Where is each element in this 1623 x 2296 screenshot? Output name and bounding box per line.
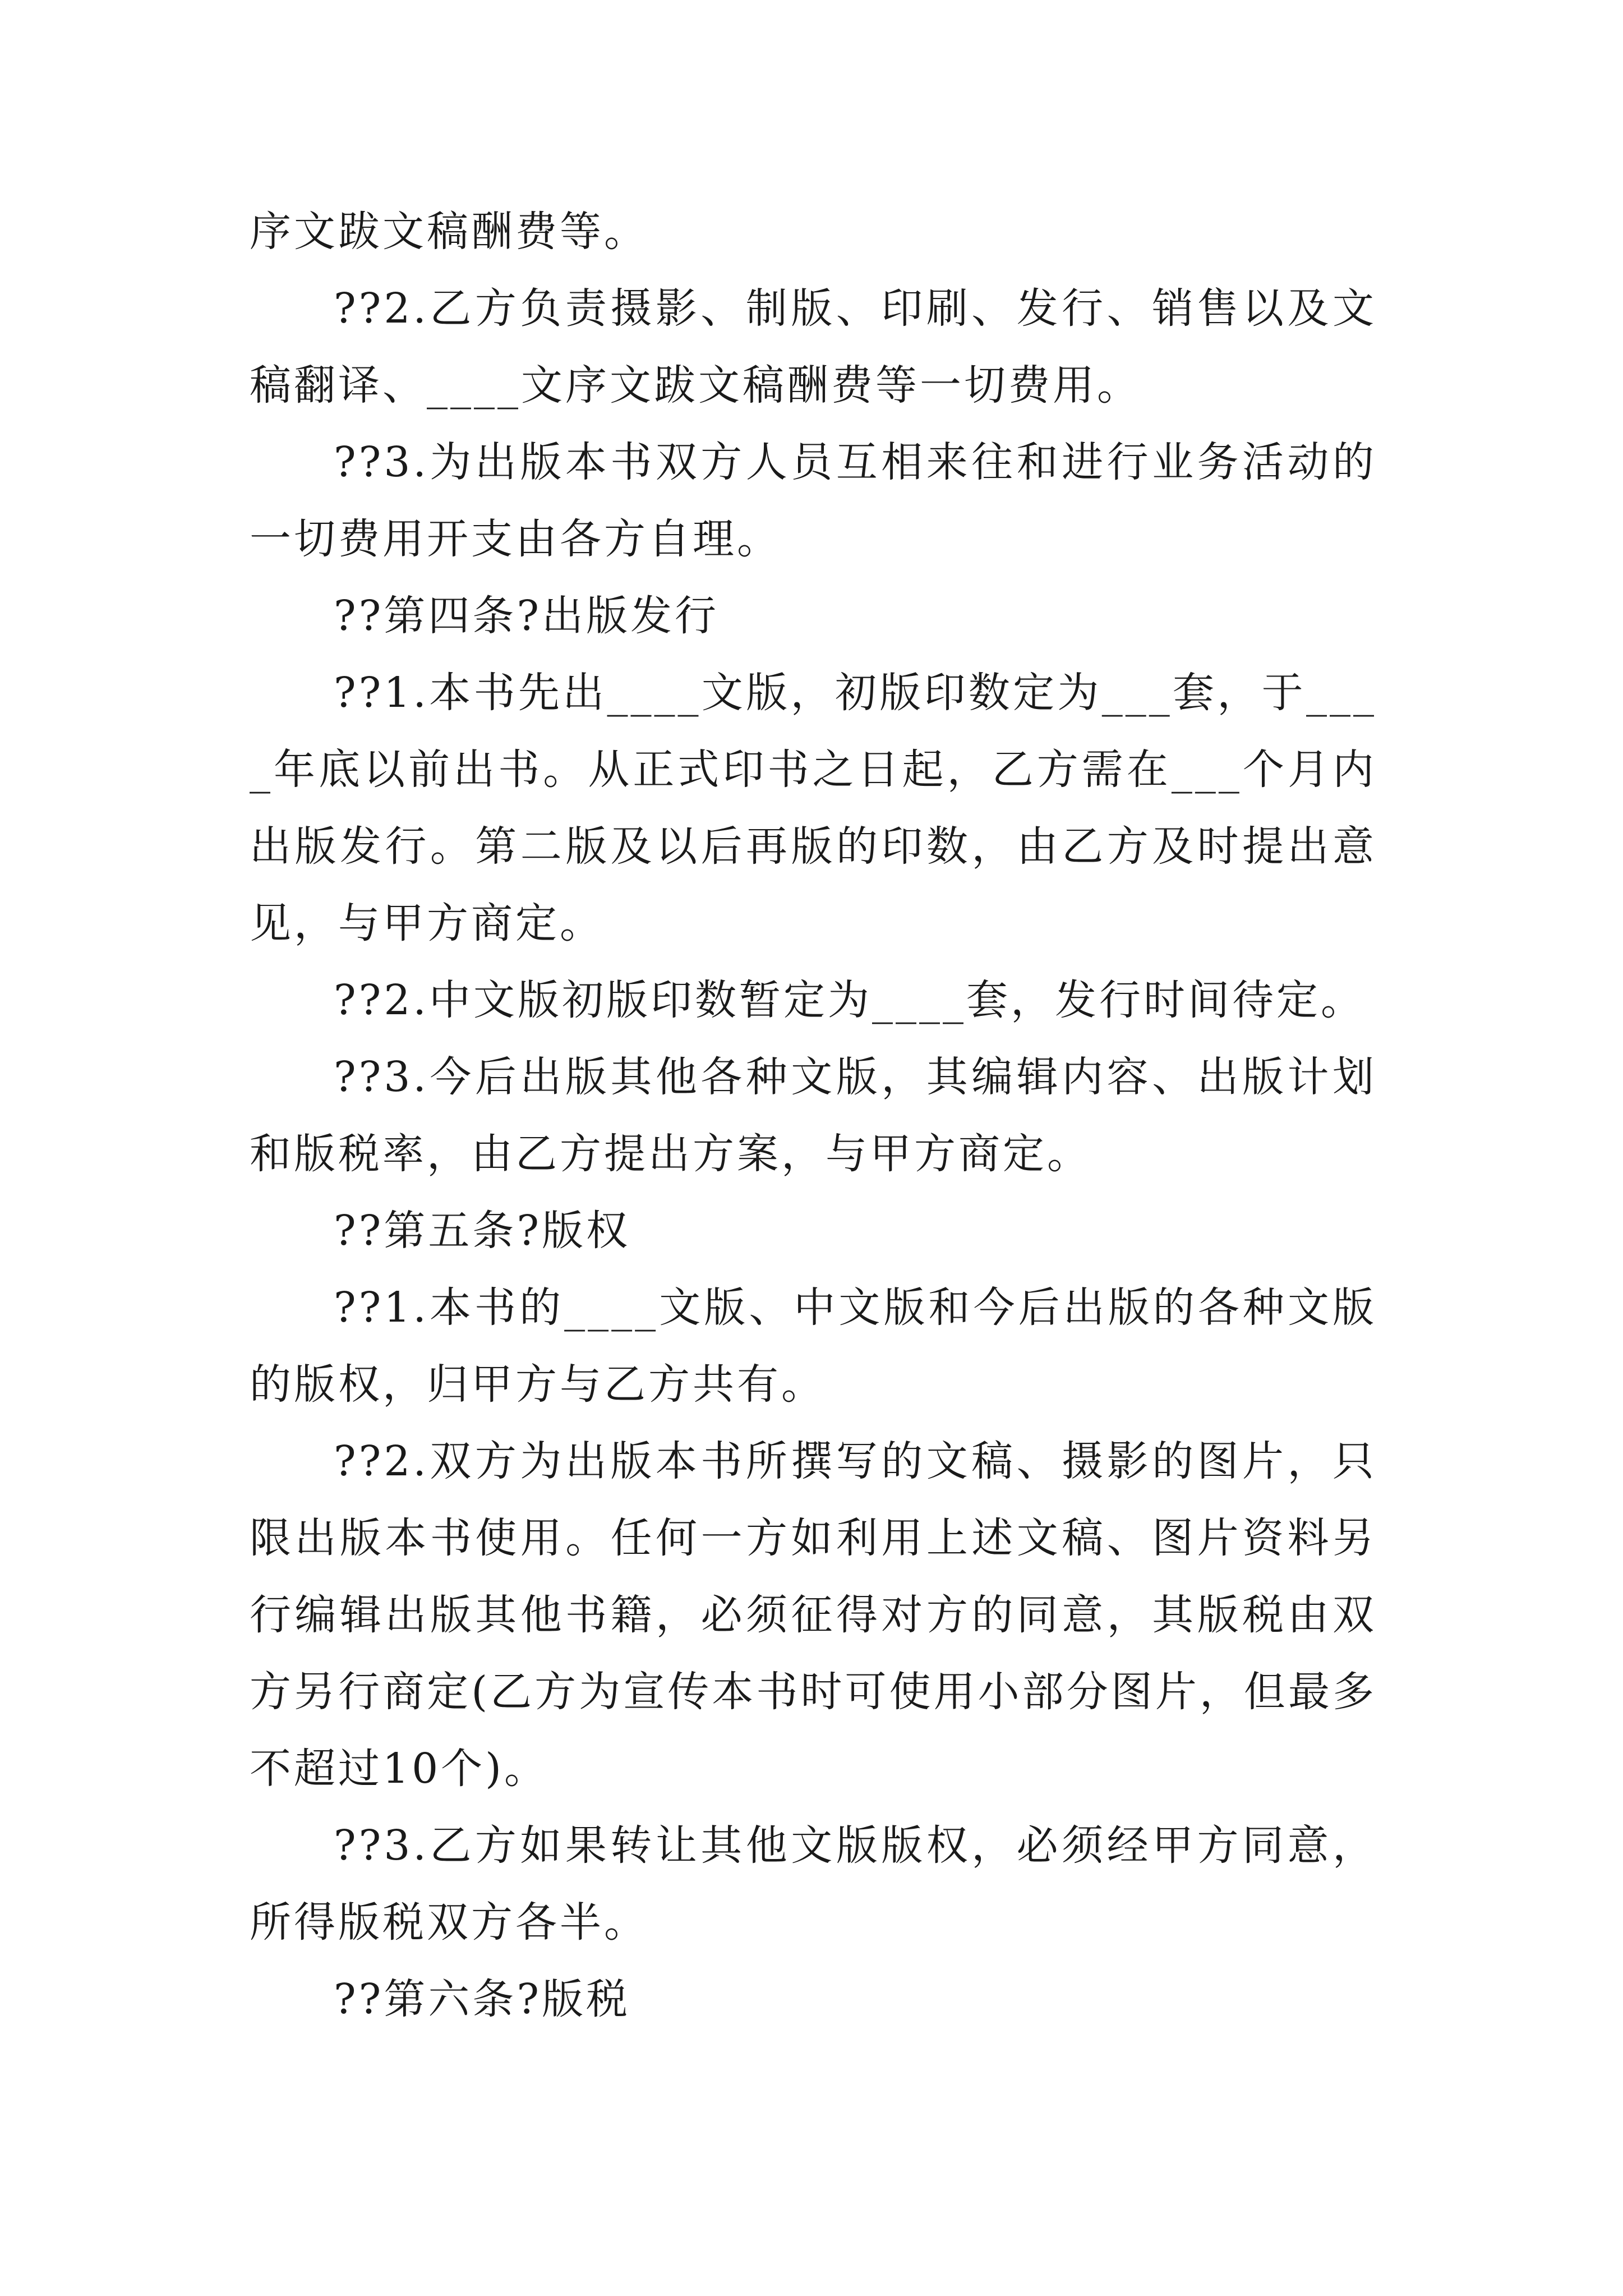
section-heading: ??第六条?版税 [334,1975,631,2023]
section-heading: ??第五条?版权 [334,1207,631,1255]
paragraph: ??1.本书的____文版、中文版和今后出版的各种文版的版权，归甲方与乙方共有。 [250,1283,1377,1409]
paragraph: ??3.为出版本书双方人员互相来往和进行业务活动的一切费用开支由各方自理。 [250,438,1377,563]
section-heading: ??第四条?出版发行 [334,592,720,640]
paragraph: ??1.本书先出____文版，初版印数定为___套，于____年底以前出书。从正式印书之日起，乙方需在___个月内出版发行。第二版及以后再版的印数，由乙方及时提出意见，与甲方商定。 [250,669,1377,947]
paragraph: ??3.乙方如果转让其他文版版权，必须经甲方同意，所得版税双方各半。 [250,1821,1377,1947]
paragraph: ??2.双方为出版本书所撰写的文稿、摄影的图片，只限出版本书使用。任何一方如利用上述文稿、图片资料另行编辑出版其他书籍，必须征得对方的同意，其版税由双方另行商定(乙方为宣传本书时可使用小部分图片，但最多不超过10个)。 [250,1437,1377,1793]
paragraph: ??2.乙方负责摄影、制版、印刷、发行、销售以及文稿翻译、____文序文跋文稿酬费等一切费用。 [250,284,1377,409]
paragraph: ??3.今后出版其他各种文版，其编辑内容、出版计划和版税率，由乙方提出方案，与甲方商定。 [250,1053,1377,1178]
paragraph: 序文跋文稿酬费等。 [250,208,648,256]
document-body [250,194,1377,2038]
paragraph: ??2.中文版初版印数暂定为____套，发行时间待定。 [334,976,1365,1024]
